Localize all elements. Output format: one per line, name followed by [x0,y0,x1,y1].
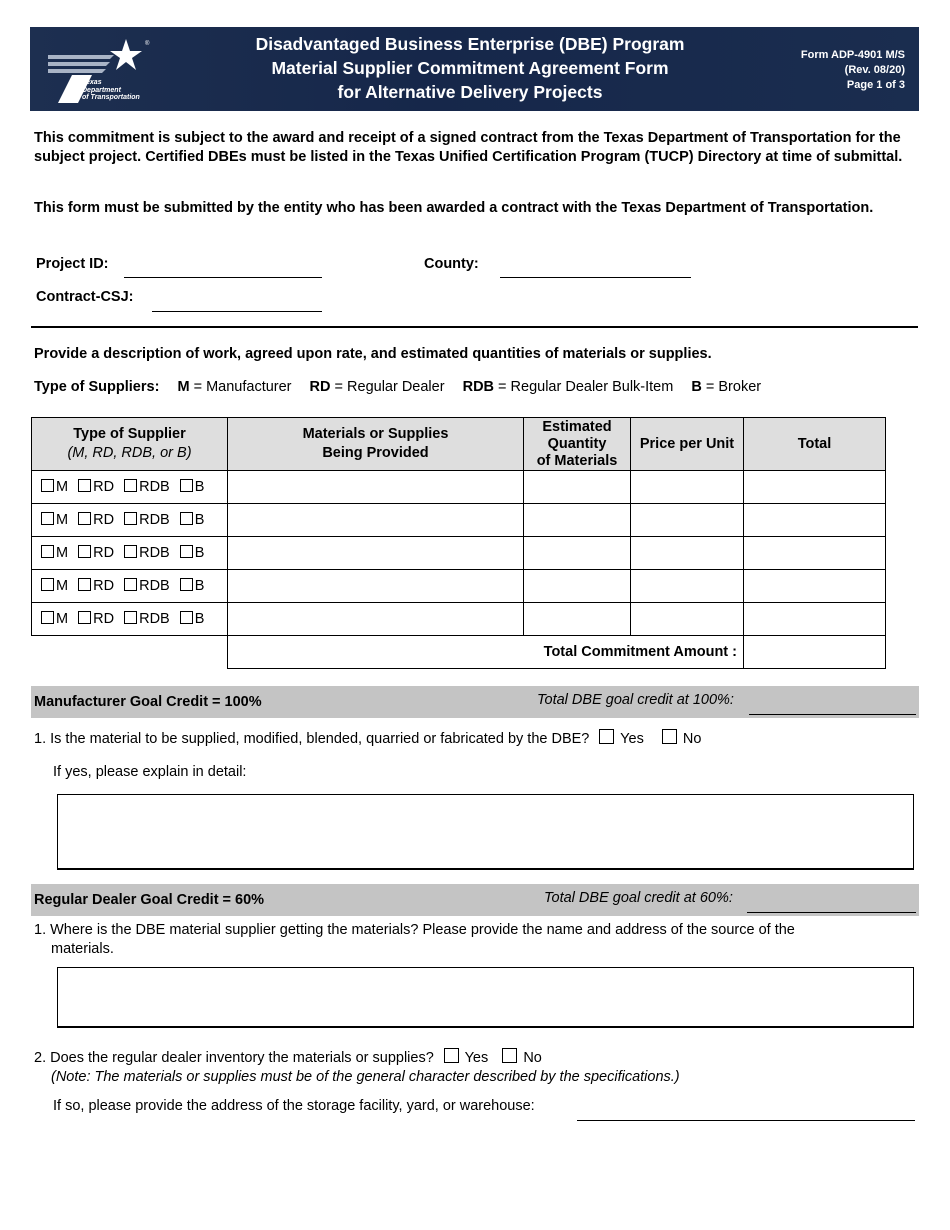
regular-dealer-yes-label: Yes [464,1050,489,1066]
checkbox-rdb[interactable] [124,578,137,591]
manufacturer-section-band [31,686,919,718]
checkbox-m[interactable] [41,545,54,558]
header-estimated-quantity: Estimated Quantity of Materials [524,418,631,471]
price-cell[interactable] [631,603,744,636]
type-option-rdb[interactable]: RDB [124,611,170,627]
checkbox-m[interactable] [41,611,54,624]
header-price-per-unit: Price per Unit [631,418,744,471]
checkbox-rd[interactable] [78,512,91,525]
manufacturer-yes-label: Yes [620,731,644,747]
form-header [30,27,919,111]
checkbox-b[interactable] [180,578,193,591]
supplier-types-legend [34,379,761,395]
supplier-code: B [691,379,702,395]
checkbox-m[interactable] [41,578,54,591]
total-cell[interactable] [744,471,886,504]
manufacturer-heading: Manufacturer Goal Credit = 100% [34,694,262,710]
type-option-b[interactable]: B [180,611,205,627]
txdot-logo [44,33,150,105]
regular-dealer-note: (Note: The materials or supplies must be of the general character described by the specifications.) [51,1069,680,1085]
table-header-row [32,418,886,471]
storage-facility-label: If so, please provide the address of the storage facility, yard, or warehouse: [53,1098,535,1114]
type-option-m[interactable]: M [41,479,68,495]
checkbox-m[interactable] [41,512,54,525]
logo-text-line: Department [82,86,121,94]
materials-cell[interactable] [228,471,524,504]
supplier-code: RD [309,379,331,395]
header-total: Total [744,418,886,471]
checkbox-b[interactable] [180,479,193,492]
quantity-cell[interactable] [524,603,631,636]
type-option-b[interactable]: B [180,578,205,594]
supplier-desc: = Broker [705,379,762,395]
regular-dealer-heading: Regular Dealer Goal Credit = 60% [34,892,265,908]
manufacturer-question: 1. Is the material to be supplied, modified, blended, quarried or fabricated by the DBE? [34,731,590,747]
total-cell[interactable] [744,570,886,603]
title-line-2: Material Supplier Commitment Agreement Form [271,58,669,78]
checkbox-rd[interactable] [78,578,91,591]
price-cell[interactable] [631,504,744,537]
checkbox-b[interactable] [180,512,193,525]
checkbox-rdb[interactable] [124,512,137,525]
quantity-cell[interactable] [524,471,631,504]
type-option-b[interactable]: B [180,479,205,495]
total-commitment-field[interactable] [744,636,886,669]
total-cell[interactable] [744,504,886,537]
supplier-type-cell [32,471,228,504]
supplier-code: M [177,379,190,395]
checkbox-m[interactable] [41,479,54,492]
total-cell[interactable] [744,537,886,570]
form-id-block [765,48,905,93]
checkbox-rdb[interactable] [124,545,137,558]
manufacturer-no-checkbox[interactable] [662,729,677,744]
type-option-rdb[interactable]: RDB [124,578,170,594]
price-cell[interactable] [631,471,744,504]
section-divider [31,326,918,328]
logo-text-line: Texas [82,79,102,86]
table-row [32,504,886,537]
form-number: Form ADP-4901 M/S [800,49,905,61]
type-option-rd[interactable]: RD [78,479,114,495]
checkbox-rdb[interactable] [124,479,137,492]
type-option-rd[interactable]: RD [78,578,114,594]
supplier-type-cell [32,603,228,636]
checkbox-b[interactable] [180,545,193,558]
type-option-m[interactable]: M [41,512,68,528]
description-prompt: Provide a description of work, agreed upon rate, and estimated quantities of materials or supplies. [34,346,712,362]
title-line-3: for Alternative Delivery Projects [337,82,603,102]
total-commitment-label: Total Commitment Amount : [228,636,744,669]
regular-dealer-question-2-row [34,1048,542,1068]
manufacturer-yes-checkbox[interactable] [599,729,614,744]
type-option-rdb[interactable]: RDB [124,545,170,561]
regular-dealer-source-box[interactable] [57,967,914,1028]
regular-dealer-question-1: 1. Where is the DBE material supplier getting the materials? Please provide the name and address of the source of the materials. [34,922,795,957]
regular-dealer-credit-field[interactable] [747,912,916,914]
checkbox-rd[interactable] [78,611,91,624]
price-cell[interactable] [631,537,744,570]
supplier-desc: = Regular Dealer [334,379,445,395]
project-id-field[interactable] [124,276,322,278]
table-row [32,471,886,504]
title-line-1: Disadvantaged Business Enterprise (DBE) Program [255,34,685,54]
manufacturer-credit-label: Total DBE goal credit at 100%: [537,692,734,708]
type-option-rdb[interactable]: RDB [124,512,170,528]
manufacturer-no-label: No [682,731,702,747]
checkbox-rd[interactable] [78,545,91,558]
type-option-rd[interactable]: RD [78,611,114,627]
supplier-desc: = Regular Dealer Bulk-Item [498,379,674,395]
type-option-m[interactable]: M [41,545,68,561]
supplier-types-label: Type of Suppliers: [34,379,160,395]
storage-facility-field[interactable] [577,1119,915,1121]
type-option-rd[interactable]: RD [78,545,114,561]
manufacturer-explain-label: If yes, please explain in detail: [53,764,247,780]
supplier-code: RDB [462,379,495,395]
form-revision: (Rev. 08/20) [844,64,905,76]
regular-dealer-no-checkbox[interactable] [502,1048,517,1063]
supplier-type-cell [32,537,228,570]
type-option-b[interactable]: B [180,512,205,528]
regular-dealer-section-band [31,884,919,916]
supplier-type-cell [32,504,228,537]
regular-dealer-credit-label: Total DBE goal credit at 60%: [544,890,733,906]
regular-dealer-yes-checkbox[interactable] [444,1048,459,1063]
logo-text-line: of Transportation [82,94,140,101]
materials-table [31,417,886,669]
manufacturer-explain-box[interactable] [57,794,914,870]
manufacturer-question-row [34,729,701,749]
svg-text:®: ® [145,41,150,47]
header-materials: Materials or Supplies Being Provided [228,418,524,471]
manufacturer-credit-field[interactable] [749,714,916,716]
supplier-desc: = Manufacturer [193,379,292,395]
type-option-rdb[interactable]: RDB [124,479,170,495]
checkbox-b[interactable] [180,611,193,624]
type-option-b[interactable]: B [180,545,205,561]
total-cell[interactable] [744,603,886,636]
table-row [32,537,886,570]
type-option-rd[interactable]: RD [78,512,114,528]
table-row [32,570,886,603]
project-id-label: Project ID: [36,256,109,272]
materials-cell[interactable] [228,537,524,570]
contract-csj-field[interactable] [152,310,322,312]
regular-dealer-no-label: No [523,1050,542,1066]
quantity-cell[interactable] [524,504,631,537]
contract-csj-label: Contract-CSJ: [36,289,134,305]
type-option-m[interactable]: M [41,578,68,594]
header-type-of-supplier: Type of Supplier (M, RD, RDB, or B) [32,418,228,471]
empty-cell [32,636,228,669]
checkbox-rdb[interactable] [124,611,137,624]
type-option-m[interactable]: M [41,611,68,627]
page-number: Page 1 of 3 [846,79,905,91]
intro-paragraph-1: This commitment is subject to the award and receipt of a signed contract from the Texas Department of Transportation for the subject project. Certified DBEs must be listed in the Texas Unified Certification Program (TUCP) Directory at time of submittal. [34,130,903,165]
county-label: County: [424,256,479,272]
price-cell[interactable] [631,570,744,603]
materials-cell[interactable] [228,603,524,636]
materials-cell[interactable] [228,504,524,537]
checkbox-rd[interactable] [78,479,91,492]
materials-cell[interactable] [228,570,524,603]
supplier-type-cell [32,570,228,603]
table-row [32,603,886,636]
intro-paragraph-2: This form must be submitted by the entity who has been awarded a contract with the Texas Department of Transportation. [34,200,874,216]
county-field[interactable] [500,276,691,278]
quantity-cell[interactable] [524,537,631,570]
total-commitment-row [32,636,886,669]
regular-dealer-question-2: 2. Does the regular dealer inventory the materials or supplies? [34,1050,434,1066]
quantity-cell[interactable] [524,570,631,603]
form-title [210,32,730,104]
